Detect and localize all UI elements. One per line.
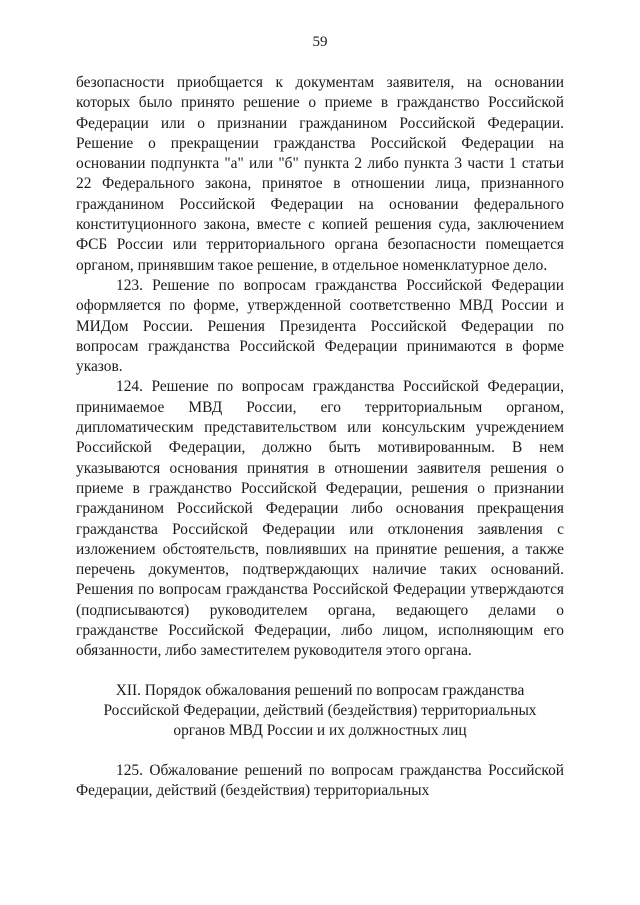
- section-heading-line: Российской Федерации, действий (бездействия) территориальных: [103, 701, 537, 719]
- document-body: [76, 73, 564, 801]
- paragraph-125: 125. Обжалование решений по вопросам гражданства Российской Федерации, действий (бездействия) территориальных: [76, 761, 564, 799]
- paragraph-123: 123. Решение по вопросам гражданства Российской Федерации оформляется по форме, утвержденной соответственно МВД России и МИДом России. Решения Президента Российской Федерации по вопросам гражданства Российской Федерации принимаются в форме указов.: [76, 276, 564, 376]
- section-heading: [76, 681, 564, 742]
- paragraph-124: 124. Решение по вопросам гражданства Российской Федерации, принимаемое МВД России, его территориальным органом, дипломатическим представительством или консульским учреждением Российской Федерации, должно быть мотивированным. В нем указываются основания принятия в отношении заявителя решения о приеме в гражданство Российской Федерации, решения о признании гражданином Российской Федерации либо основания прекращения гражданства Российской Федерации или отклонения заявления с изложением обстоятельств, повлиявших на принятие решения, а также перечень документов, подтверждающих наличие таких оснований. Решения по вопросам гражданства Российской Федерации утверждаются (подписываются) руководителем органа, ведающего делами о гражданстве Российской Федерации, либо лицом, исполняющим его обязанности, либо заместителем руководителя этого органа.: [76, 378, 564, 660]
- page-number: 59: [312, 34, 328, 50]
- section-heading-line: XII. Порядок обжалования решений по вопросам гражданства: [115, 681, 525, 699]
- section-heading-line: органов МВД России и их должностных лиц: [173, 722, 467, 740]
- paragraph-continuation: безопасности приобщается к документам заявителя, на основании которых было принято решение о приеме в гражданство Российской Федерации или о признании гражданином Российской Федерации. Решение о прекращении гражданства Российской Федерации на основании подпункта "а" или "б" пункта 2 либо пункта 3 части 1 статьи 22 Федерального закона, принятое в отношении лица, признанного гражданином Российской Федерации на основании федерального конституционного закона, вместе с копией решения суда, заключением ФСБ России или территориального органа безопасности помещается органом, принявшим такое решение, в отдельное номенклатурное дело.: [76, 74, 564, 274]
